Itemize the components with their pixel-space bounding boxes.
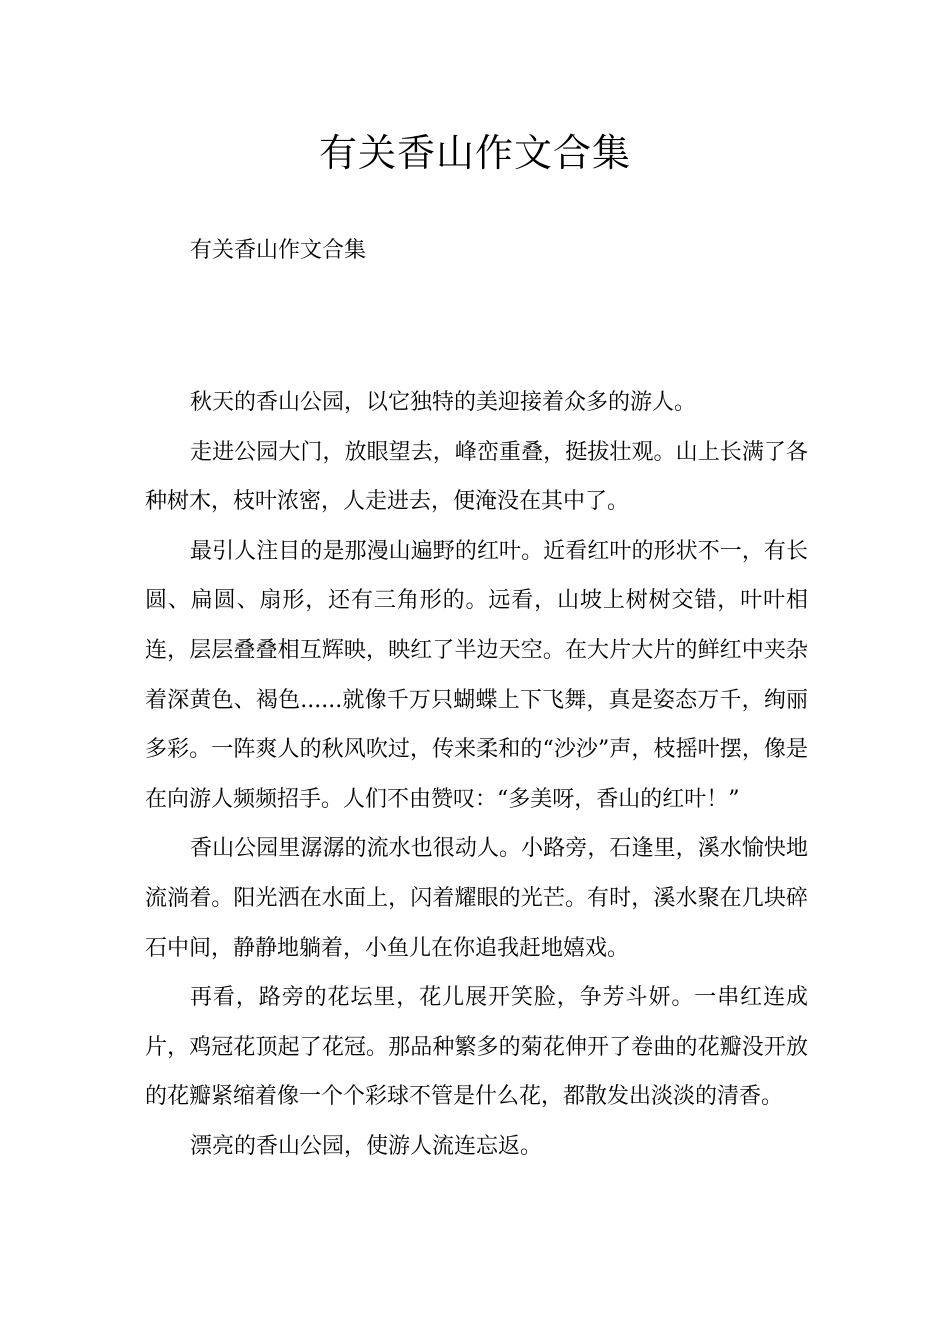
article-body: [145, 378, 808, 1172]
paragraph: 再看，路旁的花坛里，花儿展开笑脸，争芳斗妍。一串红连成片，鸡冠花顶起了花冠。那品种繁多的菊花伸开了卷曲的花瓣没开放的花瓣紧缩着像一个个彩球不管是什么花，都散发出淡淡的清香。: [145, 985, 808, 1110]
paragraph: 走进公园大门，放眼望去，峰峦重叠，挺拔壮观。山上长满了各种树木，枝叶浓密，人走进去，便淹没在其中了。: [145, 439, 808, 515]
paragraph: 香山公园里潺潺的流水也很动人。小路旁，石逢里，溪水愉快地流淌着。阳光洒在水面上，闪着耀眼的光芒。有时，溪水聚在几块碎石中间，静静地躺着，小鱼儿在你追我赶地嬉戏。: [145, 836, 808, 961]
paragraph: 最引人注目的是那漫山遍野的红叶。近看红叶的形状不一，有长圆、扁圆、扇形，还有三角形的。远看，山坡上树树交错，叶叶相连，层层叠叠相互辉映，映红了半边天空。在大片大片的鲜红中夹杂着深黄色、褐色......就像千万只蝴蝶上下飞舞，真是姿态万千，绚丽多彩。一阵爽人的秋风吹过，传来柔和的“沙沙”声，枝摇叶摆，像是在向游人频频招手。人们不由赞叹：“多美呀，香山的红叶！”: [145, 538, 808, 812]
paragraph: 漂亮的香山公园，使游人流连忘返。: [190, 1133, 543, 1159]
paragraph: 秋天的香山公园，以它独特的美迎接着众多的游人。: [190, 390, 697, 415]
document-subtitle: 有关香山作文合集: [190, 238, 367, 263]
document-title: 有关香山作文合集: [318, 131, 631, 175]
